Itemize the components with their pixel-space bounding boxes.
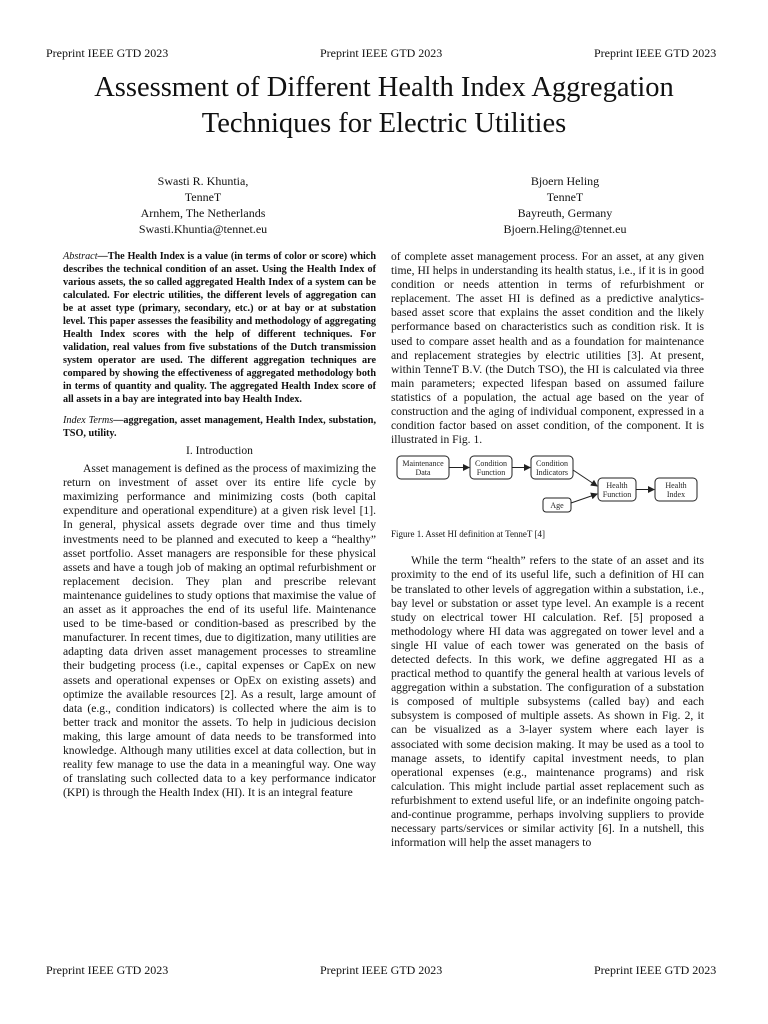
footer-right: Preprint IEEE GTD 2023 xyxy=(594,963,717,977)
author-email: Swasti.Khuntia@tennet.eu xyxy=(138,222,268,236)
author-name: Bjoern Heling xyxy=(530,174,600,188)
left-column xyxy=(63,250,376,800)
abstract xyxy=(63,250,376,406)
hi-flow-diagram xyxy=(391,452,704,524)
index-terms xyxy=(63,414,376,440)
box-label: Data xyxy=(415,468,431,478)
header-center: Preprint IEEE GTD 2023 xyxy=(320,46,443,60)
author-1 xyxy=(73,173,333,237)
box-label: Health xyxy=(606,481,628,491)
header-left: Preprint IEEE GTD 2023 xyxy=(46,46,169,60)
author-name: Swasti R. Khuntia, xyxy=(157,174,249,188)
author-2 xyxy=(435,173,695,237)
box-label: Index xyxy=(666,490,686,500)
box-label: Function xyxy=(476,468,506,478)
paper-title xyxy=(40,70,728,142)
author-email: Bjoern.Heling@tennet.eu xyxy=(503,222,627,236)
footer-left: Preprint IEEE GTD 2023 xyxy=(46,963,169,977)
abstract-label: Abstract xyxy=(63,251,98,262)
author-org: TenneT xyxy=(546,190,584,204)
index-terms-text: —aggregation, asset management, Health Index, substation, TSO, utility. xyxy=(63,415,376,439)
abstract-text: —The Health Index is a value (in terms of color or score) which describes the technical condition of an asset. Using the Health Index of various assets, the so called aggregated Health Index of a system can be calculated. For electric utilities, the different levels of aggregation can be at asset type (primary, secondary, etc.) or at bay or at substation level. This paper assesses the feasibility and methodology of aggregating Health Index scores with the help of different techniques. For validation, real values from five substations of the Dutch transmission system operator are used. The different aggregation techniques are compared by showing the effectiveness of aggregated methodology both in terms of quantity and quality. The aggregated Health Index score of all assets in a bay are integrated into bay Health Index. xyxy=(63,251,376,405)
author-org: TenneT xyxy=(184,190,222,204)
intro-paragraph: Asset management is defined as the process of maximizing the return on investment of asset over its entire life cycle by maximizing performance and minimizing costs (both capital expenditure and operational expenditure) at a given risk level [1]. In general, physical assets degrade over time and thus timely investments need to be planned and executed to keep a “healthy” asset portfolio. Asset managers are responsible for these physical assets and have a tough job of making an optimal refurbishment or replacement decision. They plan and prescribe relevant maintenance guidelines to study options that maximise the value of an asset as it approaches the end of its useful life. Maintenance used to be time-based or condition-based as prescribed by the manufacturer. In recent times, due to digitization, many utilities are adapting data driven asset management processes to streamline their budgeting process (i.e., capital expenses or CapEx on new assets and operational expenses or OpEx on existing assets) and optimize the available resources [2]. As a result, large amount of data (e.g., condition indicators) is collected where the aim is to better track and monitor the assets. To help in judicious decision making, this large amount of data needs to be transformed into knowledge. Although many utilities excel at data collection, but in reality few manage to use the data in a meaningful way. One way of translating such collected data to a key performance indicator (KPI) is through the Health Index (HI). It is an integral feature xyxy=(63,462,376,800)
section-heading: I. Introduction xyxy=(186,444,253,457)
box-label: Condition xyxy=(474,459,508,469)
author-place: Arnhem, The Netherlands xyxy=(140,206,266,220)
footer-center: Preprint IEEE GTD 2023 xyxy=(320,963,443,977)
right-column xyxy=(391,250,704,850)
author-place: Bayreuth, Germany xyxy=(517,206,613,220)
index-terms-label: Index Terms xyxy=(63,415,114,426)
box-label: Age xyxy=(550,501,564,511)
paragraph: While the term “health” refers to the state of an asset and its proximity to the end of its useful life, such a definition of HI can be translated to other levels of aggregation within a substation, i.e., bay level or substation or asset type level. An example is a recent study on electrical tower HI calculation. Ref. [5] proposed a methodology where HI data was aggregated on tower level and a single HI value of each tower was generated on the basis of detected defects. In this work, we define aggregated HI as a practical method to quantify the general health at various levels of aggregation within a substation. The configuration of a substation is composed of multiple subsystems (called bay) and each subsystem is composed of multiple assets. As shown in Fig. 2, it can be visualized as a 3-layer system where each layer is associated with some decision making. It may be used as a tool to manage assets, to identify capital investment needs, to plan operational expenses (e.g., maintenance programs) and risk calculation. This might include partial asset replacement such as refurbishment to extend useful life, or an indefinite ongoing patch-and-continue programme, perhaps involving suppliers to provide necessary parts/services or similar activity [6]. In a nutshell, this information will help the asset managers to xyxy=(391,554,704,850)
box-label: Health xyxy=(665,481,687,491)
box-label: Maintenance xyxy=(402,459,444,469)
figure-caption: Figure 1. Asset HI definition at TenneT [4] xyxy=(391,529,546,540)
figure-1 xyxy=(391,452,704,524)
box-label: Function xyxy=(602,490,632,500)
header-right: Preprint IEEE GTD 2023 xyxy=(594,46,717,60)
box-label: Condition xyxy=(535,459,569,469)
title-line-1: Assessment of Different Health Index Aggregation xyxy=(94,72,674,103)
box-label: Indicators xyxy=(536,468,568,478)
paragraph: of complete asset management process. For an asset, at any given time, HI helps in understanding its health status, i.e., if it is in good condition or needs attention in terms of refurbishment or replacement. The asset HI is defined as a predictive analytics-based asset score that explains the asset condition and the likely performance based on characteristics such as condition risk. It is used to compare asset health and as a foundation for maintenance and replacement strategies by electric utilities [3]. At present, within TenneT B.V. (the Dutch TSO), the HI is calculated via three main parameters; expected lifespan based on assumed failure statistics of a population, the actual age based on the year of construction and the aging of individual component, expressed in a condition factor based on asset condition, of the component. It is illustrated in Fig. 1. xyxy=(391,250,704,447)
title-line-2: Techniques for Electric Utilities xyxy=(201,108,567,139)
